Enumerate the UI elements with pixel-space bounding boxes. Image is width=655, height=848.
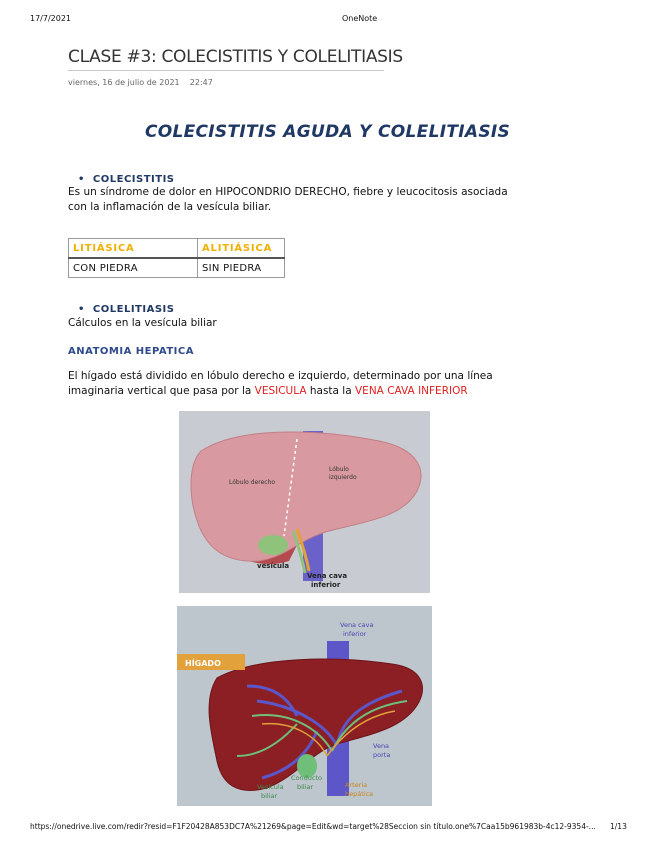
text-span: imaginaria vertical que pasa por la	[68, 385, 255, 397]
page-time: 22:47	[189, 78, 213, 87]
text-line: El hígado está dividido en lóbulo derecho e izquierdo, determinado por una línea	[68, 370, 493, 382]
highlight-vesicula: VESICULA	[254, 385, 307, 397]
footer-page-number: 1/13	[610, 822, 627, 831]
page-datetime	[68, 78, 213, 87]
bullet-title: COLECISTITIS	[92, 174, 175, 185]
liver-lobes-illustration	[179, 411, 430, 593]
table-row	[69, 258, 285, 278]
liver-vasculature-illustration	[177, 606, 432, 806]
bullet-colelitiasis	[78, 304, 174, 315]
label-hepatic-artery: Arteria	[345, 781, 368, 789]
bullet-marker: •	[78, 304, 85, 315]
label-ivc: Vena cava	[307, 572, 348, 580]
title-divider	[68, 70, 384, 71]
colecistitis-definition	[68, 185, 588, 215]
table-cell: CON PIEDRA	[69, 258, 198, 278]
label-gallbladder: vesícula	[257, 562, 290, 570]
label-gallbladder: Vesícula	[257, 783, 284, 791]
text-line: Es un síndrome de dolor en HIPOCONDRIO DERECHO, fiebre y leucocitosis asociada	[68, 186, 508, 198]
label-ivc: inferior	[311, 581, 341, 589]
bullet-marker: •	[78, 174, 85, 185]
anatomy-description	[68, 369, 588, 399]
table-header-row	[69, 239, 285, 259]
gallbladder-shape	[258, 535, 288, 555]
label-portal-vein: porta	[373, 751, 391, 759]
footer-url: https://onedrive.live.com/redir?resid=F1F20428A853DC7A%21269&page=Edit&wd=target%28Seccion sin título.one%7Caa15b961983b-4c12-9354-...	[30, 822, 596, 831]
text-span: hasta la	[306, 385, 355, 397]
label-left-lobe: Lóbulo	[329, 466, 349, 473]
label-right-lobe: Lóbulo derecho	[229, 479, 276, 486]
label-portal-vein: Vena	[373, 742, 390, 750]
label-left-lobe: izquierdo	[329, 474, 357, 481]
table-header-cell: LITIÁSICA	[69, 239, 198, 259]
label-hepatic-artery: hepática	[345, 790, 374, 798]
anatomy-heading: ANATOMIA HEPATICA	[68, 346, 194, 357]
text-line	[68, 384, 588, 399]
table-header-cell: ALITIÁSICA	[198, 239, 285, 259]
highlight-vena-cava: VENA CAVA INFERIOR	[355, 385, 468, 397]
label-bile-duct: Conducto	[291, 774, 322, 782]
document-heading: COLECISTITIS AGUDA Y COLELITIASIS	[144, 122, 511, 142]
classification-table	[68, 238, 285, 278]
label-gallbladder: biliar	[261, 792, 278, 800]
bullet-title: COLELITIASIS	[92, 304, 175, 315]
page-title: CLASE #3: COLECISTITIS Y COLELITIASIS	[68, 47, 403, 67]
label-ivc: inferior	[343, 630, 367, 638]
label-ivc: Vena cava	[340, 621, 374, 629]
print-date: 17/7/2021	[30, 14, 72, 23]
table-cell: SIN PIEDRA	[198, 258, 285, 278]
page-date: viernes, 16 de julio de 2021	[68, 78, 180, 87]
organ-tag-label: HÍGADO	[185, 659, 221, 668]
text-line: con la inflamación de la vesícula biliar.	[68, 201, 272, 213]
colelitiasis-definition: Cálculos en la vesícula biliar	[68, 317, 217, 329]
label-bile-duct: biliar	[297, 783, 314, 791]
bullet-colecistitis	[78, 174, 175, 185]
print-app-name: OneNote	[342, 14, 378, 23]
